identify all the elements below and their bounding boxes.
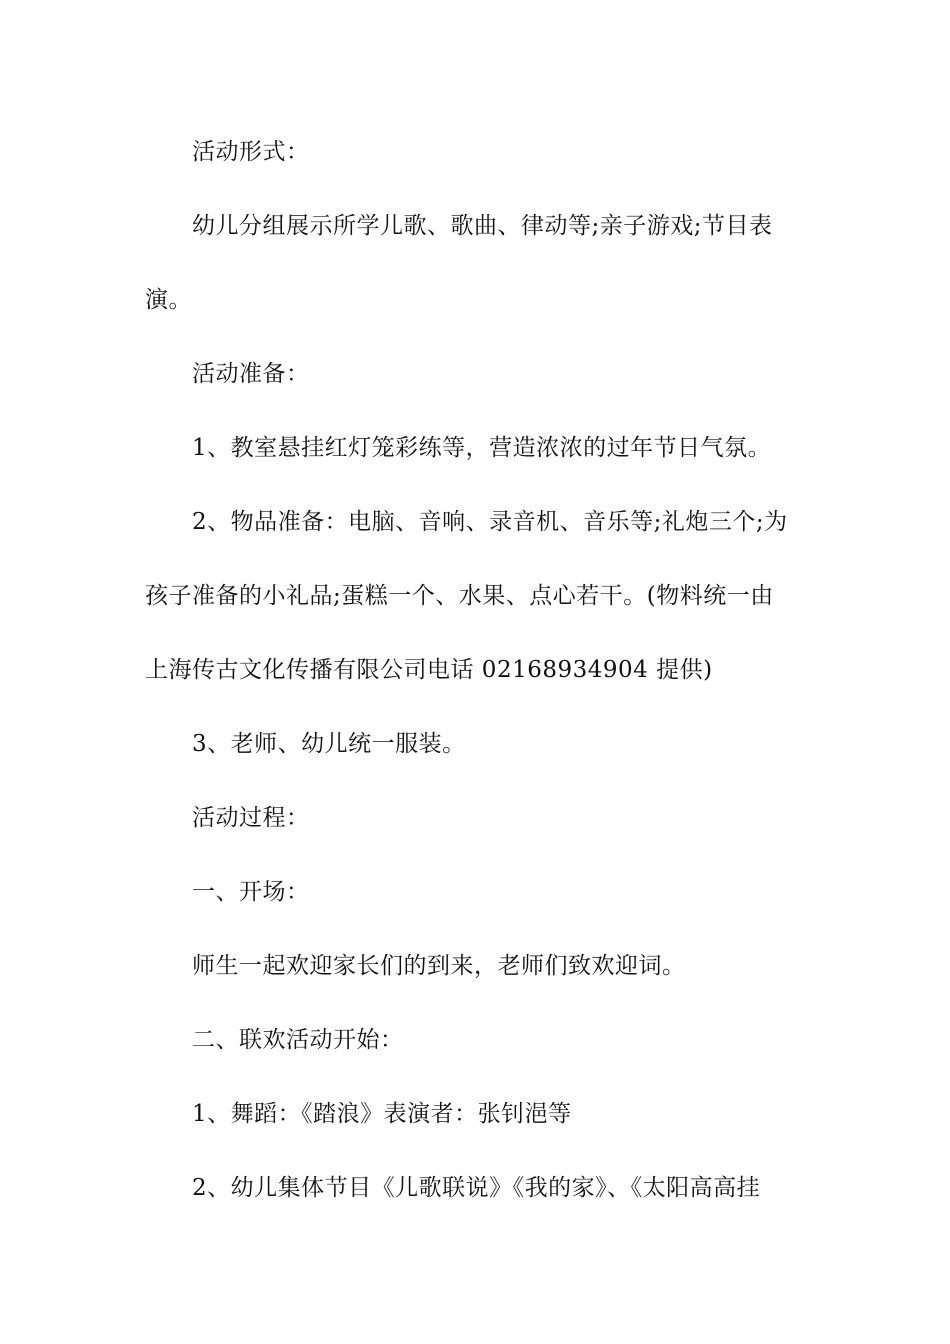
paragraph-line: 孩子准备的小礼品;蛋糕一个、水果、点心若干。(物料统一由 <box>145 583 774 609</box>
paragraph-line: 幼儿分组展示所学儿歌、歌曲、律动等;亲子游戏;节目表 <box>192 213 773 239</box>
list-item: 2、幼儿集体节目《儿歌联说》《我的家》、《太阳高高挂 <box>192 1175 761 1201</box>
section-heading: 二、联欢活动开始： <box>192 1027 404 1053</box>
paragraph-line: 师生一起欢迎家长们的到来，老师们致欢迎词。 <box>192 953 686 979</box>
heading-activity-process: 活动过程： <box>192 805 310 831</box>
list-item: 1、舞蹈：《踏浪》表演者：张钊浥等 <box>192 1101 572 1127</box>
paragraph-line: 演。 <box>145 287 192 313</box>
list-item: 3、老师、幼儿统一服装。 <box>192 731 466 757</box>
list-item: 2、物品准备：电脑、音响、录音机、音乐等;礼炮三个;为 <box>192 509 788 535</box>
heading-activity-preparation: 活动准备： <box>192 361 310 387</box>
paragraph-line: 上海传古文化传播有限公司电话 02168934904 提供) <box>145 657 713 683</box>
heading-activity-format: 活动形式： <box>192 139 310 165</box>
section-heading: 一、开场： <box>192 879 310 905</box>
list-item: 1、教室悬挂红灯笼彩练等，营造浓浓的过年节日气氛。 <box>192 435 772 461</box>
